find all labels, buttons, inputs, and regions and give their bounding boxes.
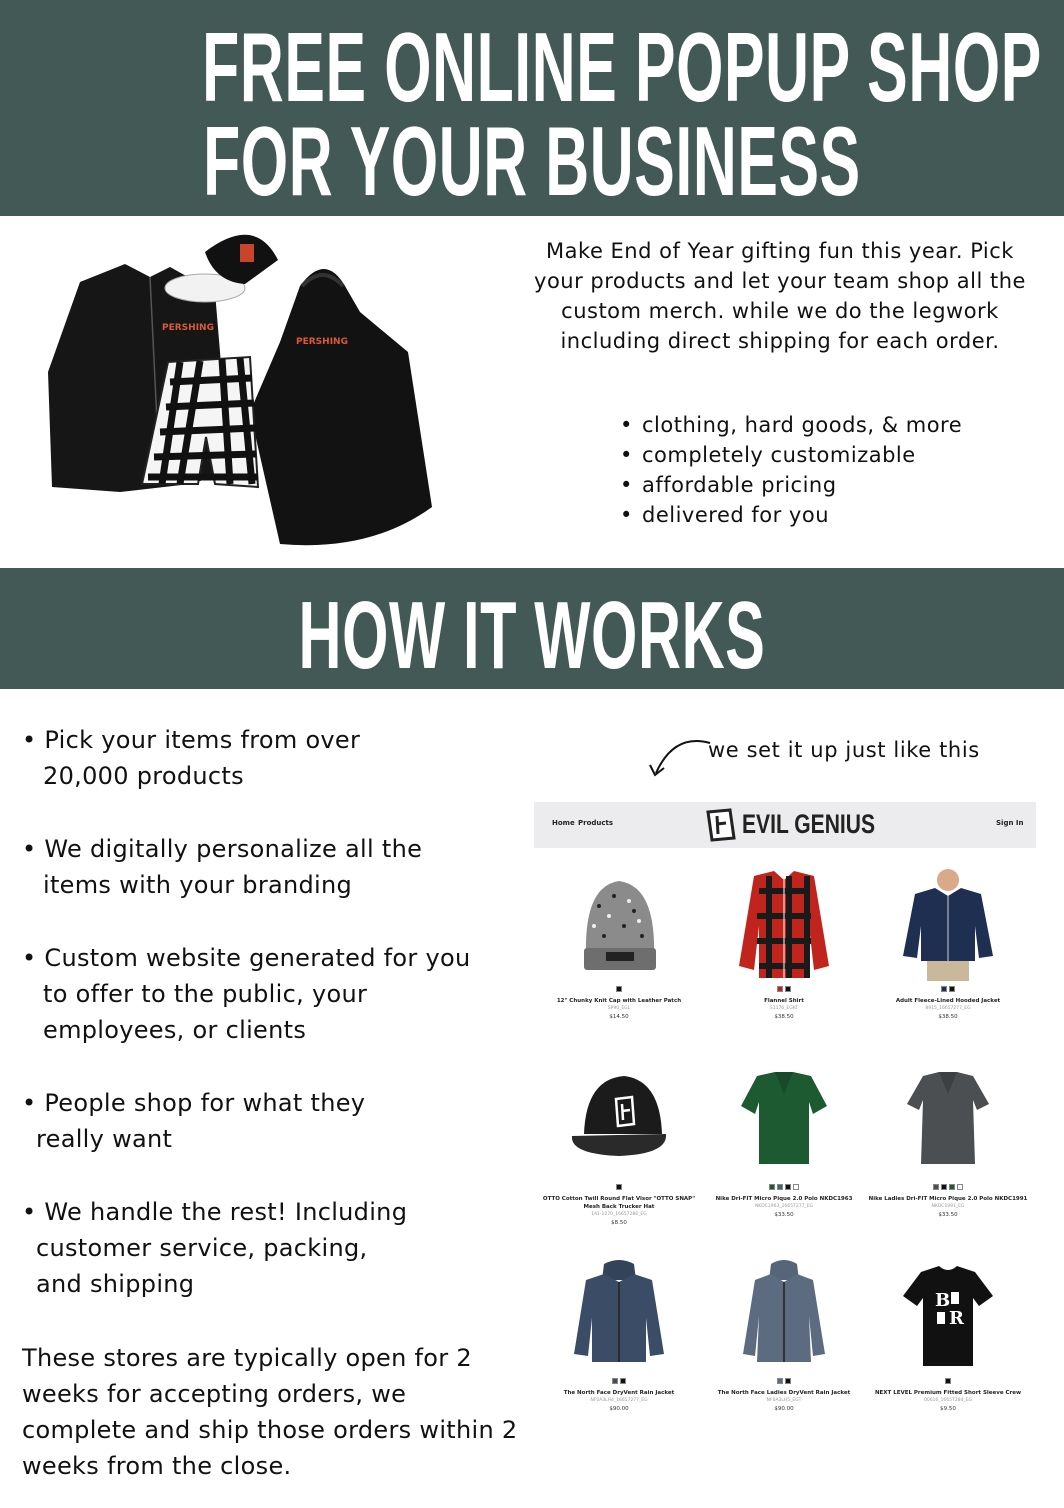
product-name: The North Face DryVent Rain Jacket — [563, 1390, 675, 1396]
step-line: • We digitally personalize all the — [22, 835, 423, 863]
intro-text: Make End of Year gifting fun this year. Pick your products and let your team shop all the custom merch. while we do the legwork including direct shipping for each order. — [534, 239, 1026, 353]
curved-arrow-icon — [644, 735, 714, 781]
product-name: Nike Ladies Dri-FIT Micro Pique 2.0 Polo NKDC1991 — [868, 1196, 1028, 1202]
product-card[interactable] — [868, 866, 1028, 1020]
product-card[interactable] — [539, 1258, 699, 1412]
product-price: $9.50 — [940, 1406, 956, 1412]
step-item — [22, 1085, 512, 1157]
product-name: Nike Dri-FIT Micro Pique 2.0 Polo NKDC1963 — [715, 1196, 853, 1202]
product-name: NEXT LEVEL Premium Fitted Short Sleeve Crew — [874, 1390, 1022, 1396]
product-name: Flannel Shirt — [764, 998, 804, 1004]
hooded-jacket-image — [893, 866, 1003, 984]
section-title: HOW IT WORKS — [298, 582, 766, 689]
product-name: OTTO Cotton Twill Round Flat Visor "OTTO SNAP" Mesh Back Trucker Hat — [542, 1196, 696, 1210]
ladies-polo-image — [893, 1064, 1003, 1182]
product-sku: SP90_EGL — [607, 1006, 631, 1011]
step-line: to offer to the public, your — [43, 980, 368, 1008]
feature-list — [620, 410, 962, 530]
nav-sign-in-link[interactable]: Sign In — [996, 819, 1024, 827]
rain-jacket-image — [564, 1258, 674, 1376]
steps-list — [22, 722, 512, 1339]
product-sku: 00616_16657284_EG — [923, 1398, 973, 1403]
product-price: $14.50 — [609, 1014, 629, 1020]
step-item — [22, 722, 512, 794]
store-preview — [534, 802, 1036, 1432]
step-item — [22, 1194, 512, 1302]
knit-cap-image — [564, 866, 674, 984]
evil-genius-logo-icon — [704, 808, 738, 842]
svg-text:PERSHING: PERSHING — [296, 337, 348, 347]
product-name: Adult Fleece-Lined Hooded Jacket — [895, 998, 1001, 1004]
svg-text:B: B — [935, 1290, 951, 1311]
step-item — [22, 940, 512, 1048]
product-name: The North Face Ladies DryVent Rain Jacket — [717, 1390, 851, 1396]
product-price: $8.50 — [611, 1220, 627, 1226]
product-sku: NKDC1963_16657277_EG — [754, 1204, 814, 1209]
product-card[interactable] — [868, 1258, 1028, 1412]
step-line: items with your branding — [43, 871, 353, 899]
step-line: • We handle the rest! Including — [22, 1198, 408, 1226]
arrow-caption: we set it up just like this — [708, 738, 980, 762]
svg-text:PERSHING: PERSHING — [162, 323, 214, 333]
product-card[interactable] — [539, 1064, 699, 1226]
store-brand-name: EVIL GENIUS — [742, 809, 876, 839]
product-price: $90.00 — [774, 1406, 794, 1412]
product-sku: 141-1070_16657286_EG — [591, 1212, 647, 1217]
step-line: customer service, packing, — [36, 1234, 368, 1262]
product-price: $33.50 — [938, 1212, 958, 1218]
step-line: • Custom website generated for you — [22, 944, 471, 972]
step-line: employees, or clients — [43, 1016, 307, 1044]
product-price: $38.50 — [938, 1014, 958, 1020]
product-price: $33.50 — [774, 1212, 794, 1218]
product-sku: NF0A3LH5_EGT — [766, 1398, 802, 1403]
feature-item: • completely customizable — [620, 440, 962, 470]
headline-line-2: FOR YOUR BUSINESS — [203, 106, 861, 216]
step-item — [22, 831, 512, 903]
flannel-shirt-image — [729, 866, 839, 984]
polo-shirt-image — [729, 1064, 839, 1182]
product-price: $38.50 — [774, 1014, 794, 1020]
product-name: 12" Chunky Knit Cap with Leather Patch — [556, 998, 682, 1004]
product-sku: 8915_16657277_EG — [925, 1006, 971, 1011]
product-card[interactable] — [539, 866, 699, 1020]
step-line: and shipping — [36, 1270, 195, 1298]
step-line: 20,000 products — [43, 762, 244, 790]
product-card[interactable] — [868, 1064, 1028, 1218]
feature-item: • clothing, hard goods, & more — [620, 410, 962, 440]
feature-item: • affordable pricing — [620, 470, 962, 500]
step-line: really want — [36, 1125, 173, 1153]
product-sku: NKDC1991_EG — [931, 1204, 965, 1209]
trucker-hat-image — [564, 1064, 674, 1182]
feature-item: • delivered for you — [620, 500, 962, 530]
step-line: • Pick your items from over — [22, 726, 361, 754]
svg-text:R: R — [949, 1308, 964, 1329]
merch-photo — [40, 222, 440, 552]
product-card[interactable] — [704, 866, 864, 1020]
closing-note: These stores are typically open for 2 weeks for accepting orders, we complete and ship those orders within 2 weeks from the close. — [22, 1344, 518, 1480]
store-navbar — [534, 802, 1036, 848]
tshirt-image — [893, 1258, 1003, 1376]
nav-home-link[interactable]: Home — [552, 819, 575, 827]
nav-products-link[interactable]: Products — [578, 819, 614, 827]
ladies-rain-jacket-image — [729, 1258, 839, 1376]
product-card[interactable] — [704, 1064, 864, 1218]
product-card[interactable] — [704, 1258, 864, 1412]
product-price: $90.00 — [609, 1406, 629, 1412]
headline-line-1: FREE ONLINE POPUP SHOP — [202, 12, 1042, 122]
product-sku: S1176_EGKT — [769, 1006, 799, 1011]
step-line: • People shop for what they — [22, 1089, 366, 1117]
product-sku: NF0A3LH4_16657277_EG — [590, 1398, 648, 1403]
